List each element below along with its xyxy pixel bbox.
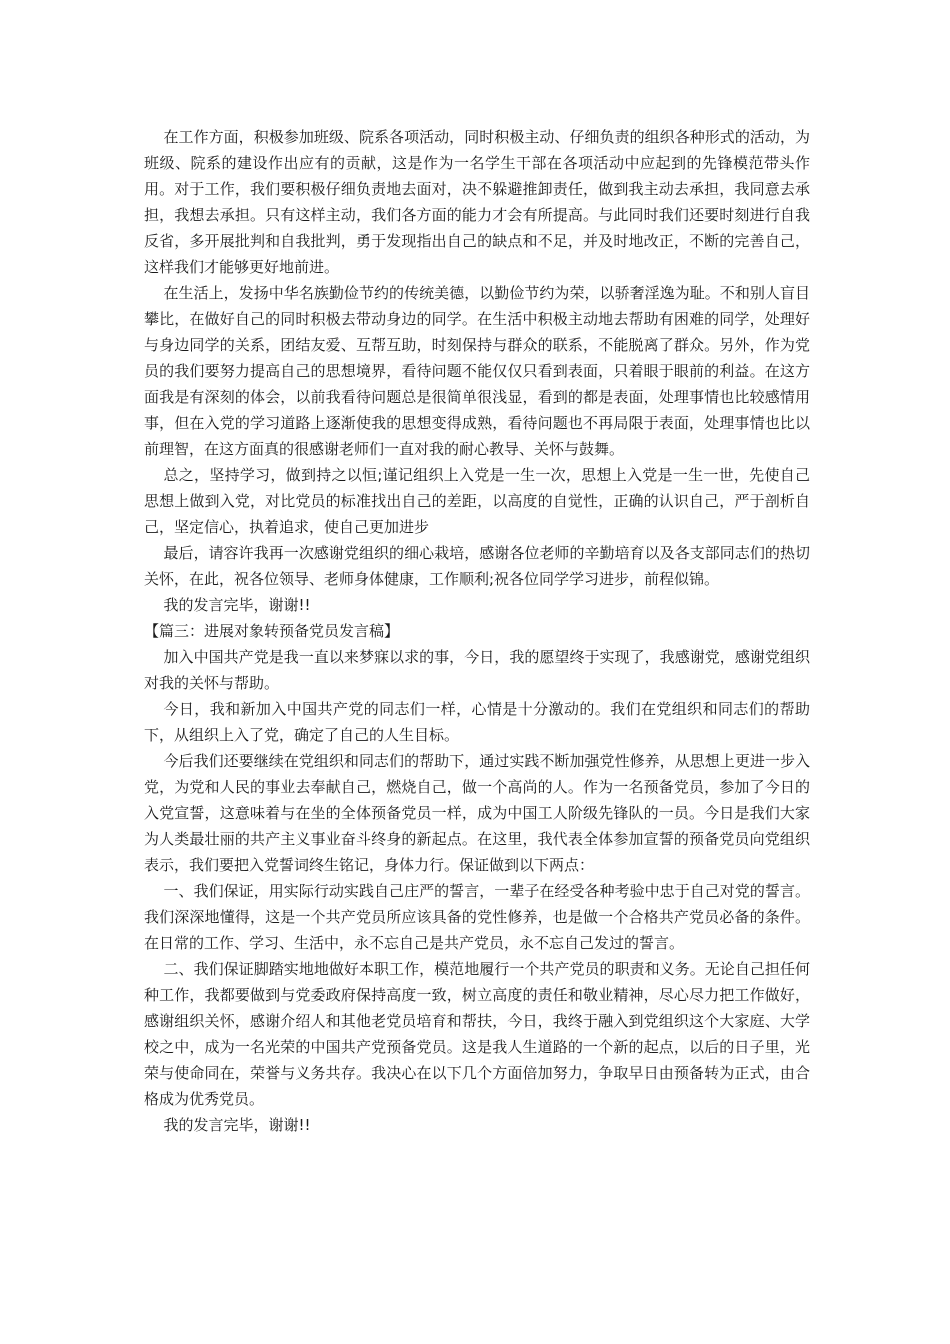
- paragraph-summary: 总之，坚持学习，做到持之以恒;谨记组织上入党是一生一次，思想上入党是一生一世，先使自己思想上做到入党，对比党员的标准找出自己的差距，以高度的自觉性，正确的认识自己，严于剖析自己，坚定信心，执着追求，使自己更加进步: [144, 466, 810, 536]
- paragraph-thanks: 最后，请容许我再一次感谢党组织的细心栽培，感谢各位老师的辛勤培育以及各支部同志们的热切关怀，在此，祝各位领导、老师身体健康，工作顺利;祝各位同学学习进步，前程似锦。: [144, 544, 810, 588]
- paragraph-closing-2: 我的发言完毕，谢谢!!: [163, 1116, 311, 1134]
- paragraph-work: 在工作方面，积极参加班级、院系各项活动，同时积极主动、仔细负责的组织各种形式的活动，为班级、院系的建设作出应有的贡献，这是作为一名学生干部在各项活动中应起到的先锋模范带头作用。对于工作，我们要积极仔细负责地去面对，决不躲避推卸责任，做到我主动去承担，我同意去承担，我想去承担。只有这样主动，我们各方面的能力才会有所提高。与此同时我们还要时刻进行自我反省，多开展批判和自我批判，勇于发现指出自己的缺点和不足，并及时地改正，不断的完善自己，这样我们才能够更好地前进。: [144, 128, 810, 276]
- paragraph-today: 今日，我和新加入中国共产党的同志们一样，心情是十分激动的。我们在党组织和同志们的帮助下，从组织上入了党，确定了自己的人生目标。: [144, 700, 810, 744]
- paragraph-pledge-one: 一、我们保证，用实际行动实践自己庄严的誓言，一辈子在经受各种考验中忠于自己对党的誓言。我们深深地懂得，这是一个共产党员所应该具备的党性修养，也是做一个合格共产党员必备的条件。在日常的工作、学习、生活中，永不忘自己是共产党员，永不忘自己发过的誓言。: [144, 882, 810, 952]
- paragraph-future: 今后我们还要继续在党组织和同志们的帮助下，通过实践不断加强党性修养，从思想上更进一步入党，为党和人民的事业去奉献自己，燃烧自己，做一个高尚的人。作为一名预备党员，参加了今日的入党宣誓，这意味着与在坐的全体预备党员一样，成为中国工人阶级先锋队的一员。今日是我们大家为人类最壮丽的共产主义事业奋斗终身的新起点。在这里，我代表全体参加宣誓的预备党员向党组织表示，我们要把入党誓词终生铭记，身体力行。保证做到以下两点：: [144, 752, 810, 874]
- paragraph-closing: 我的发言完毕，谢谢!!: [163, 596, 311, 614]
- paragraph-pledge-two: 二、我们保证脚踏实地地做好本职工作，模范地履行一个共产党员的职责和义务。无论自己担任何种工作，我都要做到与党委政府保持高度一致，树立高度的责任和敬业精神，尽心尽力把工作做好，感谢组织关怀，感谢介绍人和其他老党员培育和帮扶，今日，我终于融入到党组织这个大家庭、大学校之中，成为一名光荣的中国共产党预备党员。这是我人生道路的一个新的起点，以后的日子里，光荣与使命同在，荣誉与义务共存。我决心在以下几个方面倍加努力，争取早日由预备转为正式，由合格成为优秀党员。: [144, 960, 810, 1108]
- paragraph-join: 加入中国共产党是我一直以来梦寐以求的事，今日，我的愿望终于实现了，我感谢党，感谢党组织对我的关怀与帮助。: [144, 648, 810, 692]
- document-body: [144, 124, 810, 1138]
- paragraph-life: 在生活上，发扬中华名族勤俭节约的传统美德，以勤俭节约为荣，以骄奢淫逸为耻。不和别人盲目攀比，在做好自己的同时积极去带动身边的同学。在生活中积极主动地去帮助有困难的同学，处理好与身边同学的关系，团结友爱、互帮互助，时刻保持与群众的联系，不能脱离了群众。另外，作为党员的我们要努力提高自己的思想境界，看待问题不能仅仅只看到表面，只着眼于眼前的利益。在这方面我是有深刻的体会，以前我看待问题总是很简单很浅显，看到的都是表面，处理事情也比较感情用事，但在入党的学习道路上逐渐使我的思想变得成熟，看待问题也不再局限于表面，处理事情也比以前理智，在这方面真的很感谢老师们一直对我的耐心教导、关怀与鼓舞。: [144, 284, 810, 458]
- section-heading: 【篇三：进展对象转预备党员发言稿】: [144, 622, 400, 640]
